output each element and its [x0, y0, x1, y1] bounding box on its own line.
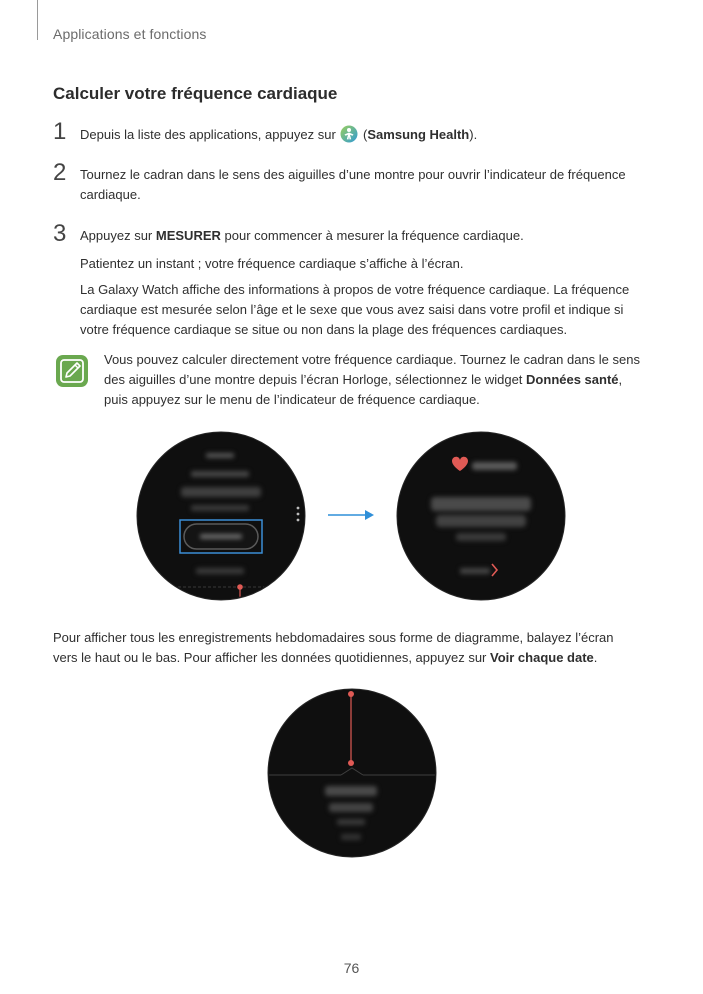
history-line-1: Pour afficher tous les enregistrements hebdomadaires sous forme de diagramme, balayez l’écran: [53, 630, 614, 645]
step-number-2: 2: [53, 159, 67, 186]
note-line-2: [104, 370, 684, 390]
history-line-2-before: vers le haut ou le bas. Pour afficher les données quotidiennes, appuyez sur: [53, 650, 487, 665]
history-paragraph: [53, 628, 673, 668]
watch-measure-screen: [136, 431, 306, 601]
note-pencil-icon: [55, 354, 89, 388]
note-line-2-before: des aiguilles d’une montre depuis l’écran Horloge, sélectionnez le widget: [104, 372, 523, 387]
measure-label: MESURER: [155, 228, 221, 243]
step-1-text-after: ).: [469, 127, 478, 142]
step-3-text: [80, 226, 680, 246]
step-2-line-2: cardiaque.: [80, 187, 141, 202]
note-line-2-after: ,: [618, 372, 623, 387]
chapter-title: Applications et fonctions: [53, 26, 207, 42]
current-heart-rate-point: [348, 760, 354, 766]
step-2-line-1: Tournez le cadran dans le sens des aiguilles d’une montre pour ouvrir l’indicateur de fréquence: [80, 167, 626, 182]
step-1-text: Depuis la liste des applications, appuyez sur (Samsung Health).: [80, 127, 478, 142]
more-options-icon: [297, 507, 300, 510]
max-heart-rate-point: [348, 691, 354, 697]
samsung-health-label: Samsung Health: [367, 127, 470, 142]
history-line-2: [53, 648, 673, 668]
note-line-1: Vous pouvez calculer directement votre fréquence cardiaque. Tournez le cadran dans le sens: [104, 352, 640, 367]
result-paragraph: [80, 280, 690, 340]
page-number: 76: [343, 960, 360, 976]
page-margin-rule: [37, 0, 38, 40]
step-number-1: 1: [53, 118, 67, 145]
step-1-text-before: Depuis la liste des applications, appuyez sur: [80, 127, 336, 142]
history-line-2-after: .: [593, 650, 598, 665]
view-each-date-label: Voir chaque date: [490, 650, 594, 665]
next-arrow-icon: [327, 508, 375, 522]
result-line-2: cardiaque est mesurée selon l’âge et le sexe que vous avez saisi dans votre profil et indique si: [80, 302, 624, 317]
step-3-text-after: pour commencer à mesurer la fréquence cardiaque.: [224, 228, 524, 243]
result-line-1: La Galaxy Watch affiche des informations à propos de votre fréquence cardiaque. La fréquence: [80, 282, 630, 297]
note-paragraph: [104, 350, 684, 410]
result-line-3: votre fréquence cardiaque se situe ou non dans la plage des fréquences cardiaques.: [80, 322, 568, 337]
note-line-3: puis appuyez sur le menu de l’indicateur de fréquence cardiaque.: [104, 392, 480, 407]
watch-history-screen: [267, 688, 437, 858]
samsung-health-app-icon: [340, 125, 358, 143]
watch-result-screen: [396, 431, 566, 601]
step-number-3: 3: [53, 220, 67, 247]
step-2-text: [80, 165, 680, 205]
health-data-widget-label: Données santé: [526, 372, 619, 387]
step-3-text-before: Appuyez sur: [80, 228, 153, 243]
wait-paragraph: Patientez un instant ; votre fréquence cardiaque s’affiche à l’écran.: [80, 256, 464, 271]
section-heading: Calculer votre fréquence cardiaque: [53, 84, 338, 103]
